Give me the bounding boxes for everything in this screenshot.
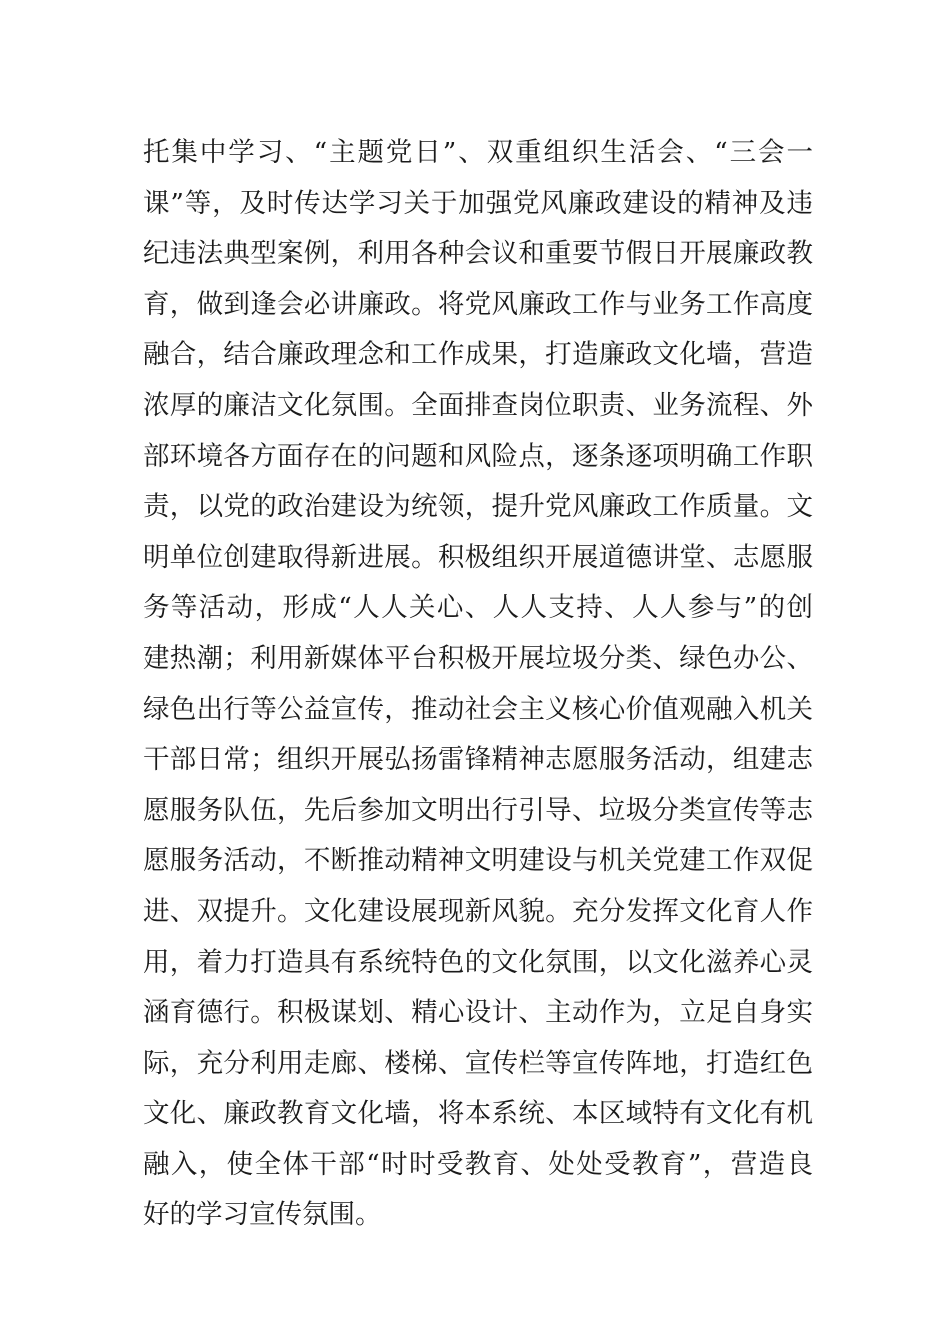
text-line: 进、双提升。文化建设展现新风貌。充分发挥文化育人作 xyxy=(143,895,813,927)
text-line: 融入，使全体干部“时时受教育、处处受教育”，营造良 xyxy=(143,1148,813,1180)
text-line: 责，以党的政治建设为统领，提升党风廉政工作质量。文 xyxy=(143,491,813,523)
text-line: 愿服务队伍，先后参加文明出行引导、垃圾分类宣传等志 xyxy=(143,794,813,826)
text-line: 部环境各方面存在的问题和风险点，逐条逐项明确工作职 xyxy=(143,440,813,472)
text-line: 托集中学习、“主题党日”、双重组织生活会、“三会一 xyxy=(143,137,813,168)
text-line: 干部日常；组织开展弘扬雷锋精神志愿服务活动，组建志 xyxy=(143,744,813,776)
text-line: 涵育德行。积极谋划、精心设计、主动作为，立足自身实 xyxy=(143,997,813,1029)
text-line: 用，着力打造具有系统特色的文化氛围，以文化滋养心灵 xyxy=(143,946,813,978)
text-line: 纪违法典型案例，利用各种会议和重要节假日开展廉政教 xyxy=(143,238,813,270)
text-line: 际，充分利用走廊、楼梯、宣传栏等宣传阵地，打造红色 xyxy=(143,1047,813,1079)
text-line-last: 好的学习宣传氛围。 xyxy=(143,1199,382,1231)
body-paragraph xyxy=(143,128,813,1241)
text-line: 建热潮；利用新媒体平台积极开展垃圾分类、绿色办公、 xyxy=(143,642,813,674)
text-line: 课”等，及时传达学习关于加强党风廉政建设的精神及违 xyxy=(143,187,813,219)
text-line: 育，做到逢会必讲廉政。将党风廉政工作与业务工作高度 xyxy=(143,288,813,320)
text-line: 浓厚的廉洁文化氛围。全面排查岗位职责、业务流程、外 xyxy=(143,389,813,421)
text-line: 务等活动，形成“人人关心、人人支持、人人参与”的创 xyxy=(143,592,813,624)
text-line: 愿服务活动，不断推动精神文明建设与机关党建工作双促 xyxy=(143,845,813,877)
text-line: 绿色出行等公益宣传，推动社会主义核心价值观融入机关 xyxy=(143,693,813,725)
text-line: 文化、廉政教育文化墙，将本系统、本区域特有文化有机 xyxy=(143,1098,813,1130)
text-line: 融合，结合廉政理念和工作成果，打造廉政文化墙，营造 xyxy=(143,339,813,371)
text-line: 明单位创建取得新进展。积极组织开展道德讲堂、志愿服 xyxy=(143,541,813,573)
